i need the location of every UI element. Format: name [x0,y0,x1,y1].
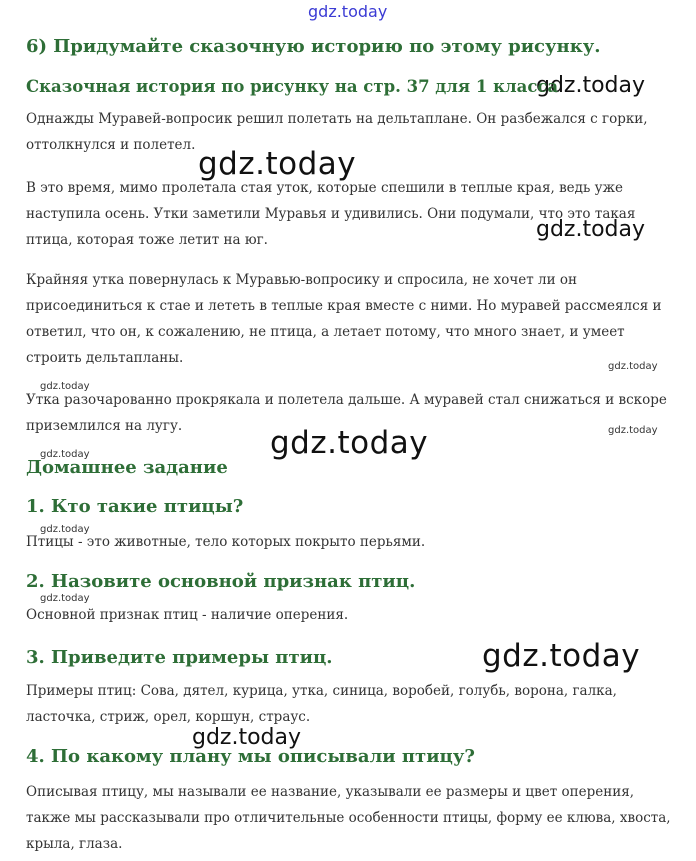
story-paragraph-3-line: строить дельтапланы. [26,350,184,366]
watermark-small: gdz.today [608,425,658,436]
watermark: gdz.today [482,638,641,674]
story-paragraph-3-line: ответил, что он, к сожалению, не птица, а летает потому, что много знает, и умеет [26,324,625,340]
answer-1: Птицы - это животные, тело которых покрыто перьями. [26,534,426,550]
story-title: Сказочная история по рисунку на стр. 37 для 1 класса [26,77,559,96]
story-paragraph-2-line: наступила осень. Утки заметили Муравья и удивились. Они подумали, что это такая [26,206,636,222]
story-paragraph-4-line: Утка разочарованно прокрякала и полетела дальше. А муравей стал снижаться и вскоре [26,392,667,408]
story-paragraph-1-line: Однажды Муравей-вопросик решил полетать на дельтаплане. Он разбежался с горки, [26,111,648,127]
watermark: gdz.today [270,425,429,461]
watermark: gdz.today [192,725,302,750]
watermark-small: gdz.today [608,361,658,372]
story-paragraph-3-line: присоединиться к стае и лететь в теплые края вместе с ними. Но муравей рассмеялся и [26,298,662,314]
story-paragraph-2-line: В это время, мимо пролетала стая уток, которые спешили в теплые края, ведь уже [26,180,623,196]
watermark-small: gdz.today [40,524,90,535]
watermark: gdz.today [536,217,646,242]
story-paragraph-2-line: птица, которая тоже летит на юг. [26,232,268,248]
watermark-small: gdz.today [40,593,90,604]
story-paragraph-1-line: оттолкнулся и полетел. [26,137,196,153]
question-1-heading: 1. Кто такие птицы? [26,496,244,517]
homework-heading: Домашнее задание [26,457,228,478]
watermark-small: gdz.today [40,449,90,460]
watermark: gdz.today [536,73,646,98]
story-paragraph-4-line: приземлился на лугу. [26,418,183,434]
answer-3-line: Примеры птиц: Сова, дятел, курица, утка, синица, воробей, голубь, ворона, галка, [26,683,617,699]
story-paragraph-3-line: Крайняя утка повернулась к Муравью-вопросику и спросила, не хочет ли он [26,272,578,288]
answer-4-line: крыла, глаза. [26,836,123,852]
watermark: gdz.today [198,146,357,182]
answer-3-line: ласточка, стриж, орел, коршун, страус. [26,709,311,725]
answer-4-line: также мы рассказывали про отличительные особенности птицы, форму ее клюва, хвоста, [26,810,671,826]
question-3-heading: 3. Приведите примеры птиц. [26,647,333,668]
answer-4-line: Описывая птицу, мы называли ее название, указывали ее размеры и цвет оперения, [26,784,635,800]
answer-2: Основной признак птиц - наличие оперения. [26,607,349,623]
question-2-heading: 2. Назовите основной признак птиц. [26,571,416,592]
watermark-top: gdz.today [308,2,388,21]
question-4-heading: 4. По какому плану мы описывали птицу? [26,746,475,767]
task-heading: 6) Придумайте сказочную историю по этому рисунку. [26,36,601,57]
watermark-small: gdz.today [40,381,90,392]
